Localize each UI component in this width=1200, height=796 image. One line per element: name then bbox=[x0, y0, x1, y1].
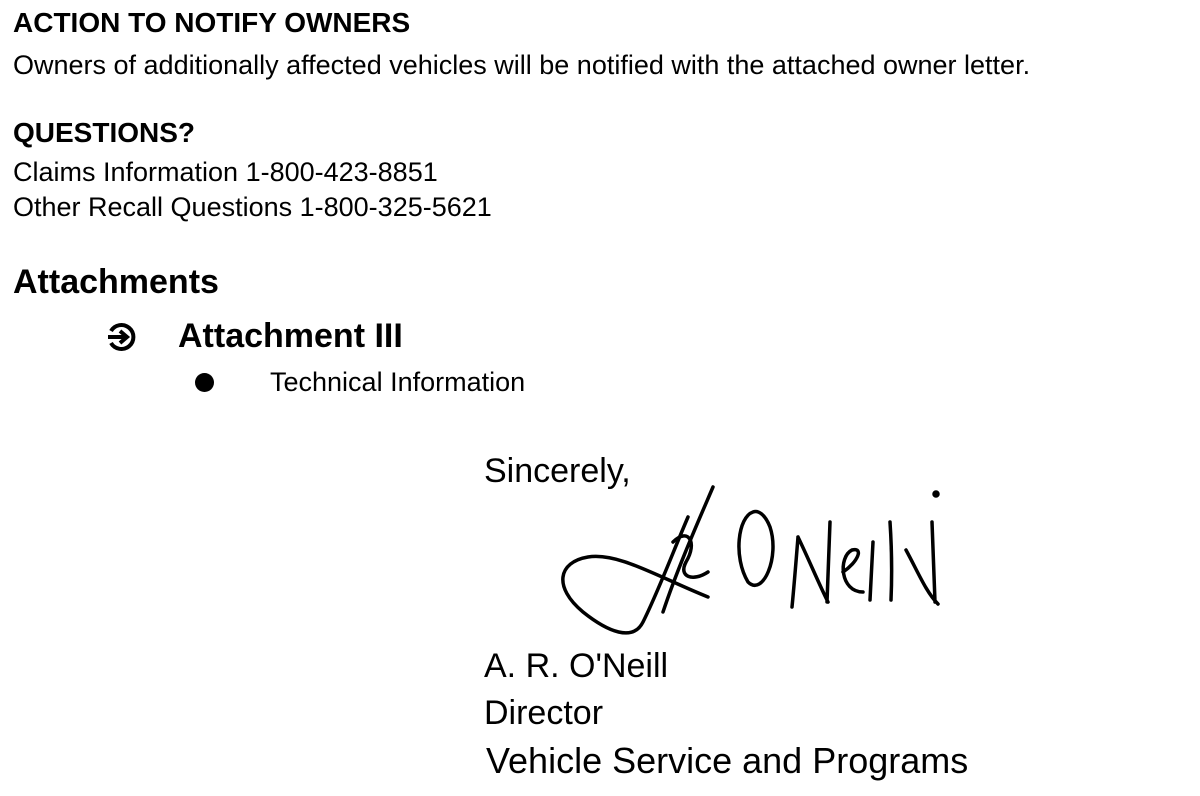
questions-heading: QUESTIONS? bbox=[13, 117, 196, 148]
signer-department: Vehicle Service and Programs bbox=[486, 740, 969, 781]
signer-name: A. R. O'Neill bbox=[484, 647, 669, 685]
signer-title: Director bbox=[484, 694, 604, 732]
action-body-text: Owners of additionally affected vehicles will be notified with the attached owner letter. bbox=[13, 50, 1031, 80]
attachment-sub-item: Technical Information bbox=[270, 367, 526, 397]
attachments-heading: Attachments bbox=[13, 263, 219, 301]
attachment-title: Attachment III bbox=[178, 317, 403, 355]
closing-salutation: Sincerely, bbox=[484, 452, 631, 490]
arrow-right-circle-icon bbox=[104, 320, 138, 354]
action-heading: ACTION TO NOTIFY OWNERS bbox=[13, 7, 411, 38]
signature bbox=[548, 482, 948, 642]
claims-info-line: Claims Information 1-800-423-8851 bbox=[13, 157, 438, 187]
bullet-dot-icon bbox=[195, 373, 214, 392]
other-questions-line: Other Recall Questions 1-800-325-5621 bbox=[13, 192, 492, 222]
